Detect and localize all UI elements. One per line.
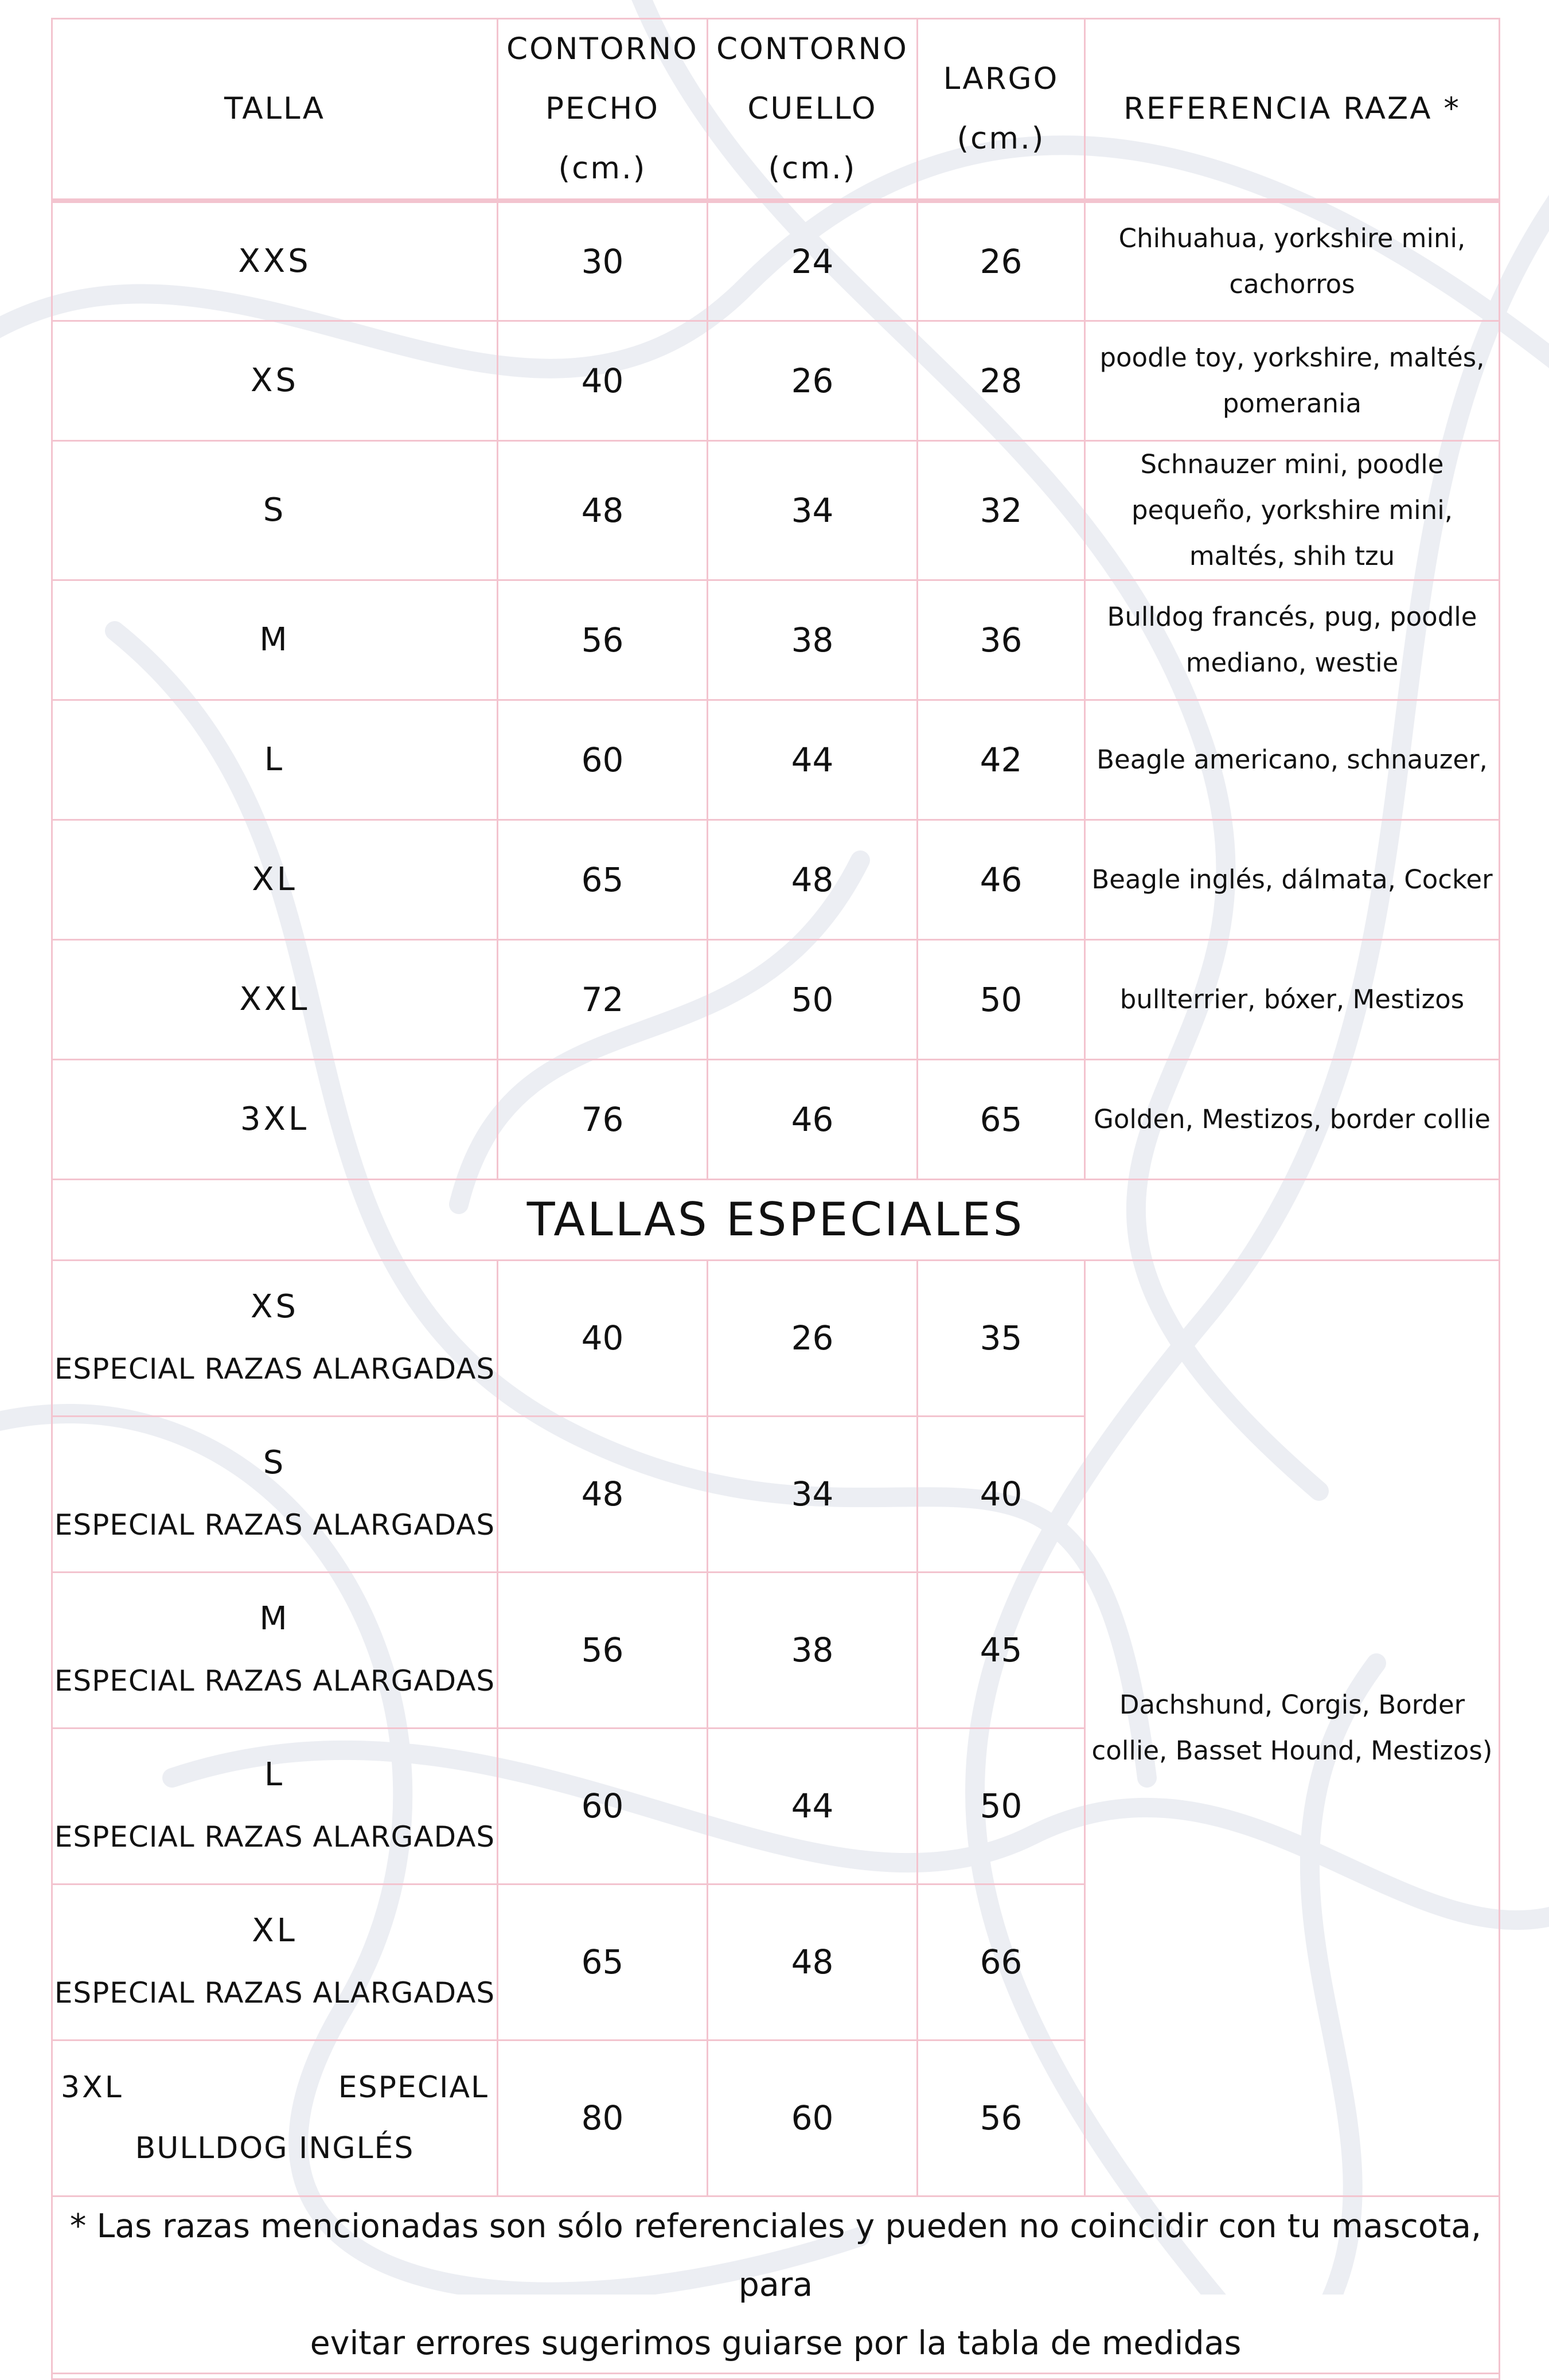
pecho-cell: 72 (498, 939, 708, 1059)
breed-cell (1085, 700, 1500, 820)
special-size-label: ESPECIAL RAZAS ALARGADAS (54, 1352, 495, 1386)
largo-cell: 42 (918, 700, 1085, 820)
special-size-label: ESPECIAL RAZAS ALARGADAS (54, 1508, 495, 1542)
special-size-row (52, 1260, 1500, 1416)
breed-line: cachorros (1229, 268, 1355, 299)
largo-cell: 46 (918, 820, 1085, 939)
breed-line: Chihuahua, yorkshire mini, (1118, 223, 1466, 253)
cuello-cell: 26 (708, 1260, 918, 1416)
pecho-cell: 48 (498, 1416, 708, 1572)
pecho-cell: 80 (498, 2040, 708, 2196)
cuello-cell: 48 (708, 820, 918, 939)
breed-line: Schnauzer mini, poodle (1140, 448, 1444, 479)
breed-line: pequeño, yorkshire mini, (1131, 494, 1453, 525)
pecho-cell: 40 (498, 321, 708, 440)
spacer-row (52, 2373, 1500, 2379)
size-cell: XS (52, 321, 498, 440)
breed-cell (1085, 580, 1500, 700)
breed-line: Beagle americano, schnauzer, (1097, 744, 1488, 775)
breed-cell (1085, 440, 1500, 580)
pecho-cell: 65 (498, 1884, 708, 2040)
size-row (52, 321, 1500, 440)
cuello-cell: 48 (708, 1884, 918, 2040)
pecho-cell: 56 (498, 1572, 708, 1728)
breed-line: Bulldog francés, pug, poodle (1107, 601, 1477, 632)
largo-cell: 56 (918, 2040, 1085, 2196)
size-cell: XXL (52, 939, 498, 1059)
breed-line: maltés, shih tzu (1189, 540, 1395, 571)
largo-cell: 28 (918, 321, 1085, 440)
header-pecho-line: PECHO (545, 91, 660, 126)
breed-line: Golden, Mestizos, border collie (1094, 1103, 1491, 1134)
header-cuello (708, 19, 918, 201)
bulldog-size-cell (52, 2040, 498, 2196)
largo-cell: 50 (918, 1728, 1085, 1884)
cuello-cell: 44 (708, 1728, 918, 1884)
pecho-cell: 65 (498, 820, 708, 939)
bulldog-label-a: ESPECIAL (338, 2070, 489, 2105)
header-raza: REFERENCIA RAZA * (1085, 19, 1500, 201)
footnote-line: * Las razas mencionadas son sólo referenciales y pueden no coincidir con tu mascota, para (69, 2207, 1482, 2304)
size-cell: XXS (52, 201, 498, 321)
header-cuello-line: (cm.) (768, 151, 857, 186)
size-row (52, 939, 1500, 1059)
special-size: XS (251, 1288, 299, 1325)
special-size: S (263, 1444, 287, 1481)
breed-line: poodle toy, yorkshire, maltés, (1099, 342, 1485, 373)
breed-line: collie, Basset Hound, Mestizos) (1091, 1735, 1493, 1766)
cuello-cell: 46 (708, 1059, 918, 1179)
largo-cell: 65 (918, 1059, 1085, 1179)
special-size-cell (52, 1260, 498, 1416)
pecho-cell: 76 (498, 1059, 708, 1179)
pecho-cell: 60 (498, 700, 708, 820)
cuello-cell: 38 (708, 1572, 918, 1728)
special-size-cell (52, 1416, 498, 1572)
special-size-label: ESPECIAL RAZAS ALARGADAS (54, 1820, 495, 1854)
size-row (52, 1059, 1500, 1179)
bulldog-size-line (61, 2057, 489, 2118)
largo-cell: 32 (918, 440, 1085, 580)
header-largo-line: LARGO (943, 61, 1059, 96)
header-pecho-line: CONTORNO (506, 32, 699, 67)
size-row (52, 440, 1500, 580)
special-size: XL (252, 1912, 298, 1949)
breed-line: bullterrier, bóxer, Mestizos (1119, 984, 1465, 1015)
special-size-cell (52, 1572, 498, 1728)
cuello-cell: 38 (708, 580, 918, 700)
breed-cell (1085, 1059, 1500, 1179)
header-pecho-line: (cm.) (558, 151, 647, 186)
largo-cell: 66 (918, 1884, 1085, 2040)
size-row (52, 201, 1500, 321)
size-cell: 3XL (52, 1059, 498, 1179)
breed-line: Dachshund, Corgis, Border (1119, 1690, 1465, 1720)
size-cell: M (52, 580, 498, 700)
header-cuello-line: CONTORNO (716, 32, 908, 67)
special-breed-cell (1085, 1260, 1500, 2196)
cuello-cell: 26 (708, 321, 918, 440)
breed-cell (1085, 939, 1500, 1059)
special-size-cell (52, 1884, 498, 2040)
special-size-label: ESPECIAL RAZAS ALARGADAS (54, 1976, 495, 2010)
header-talla: TALLA (52, 19, 498, 201)
pecho-cell: 48 (498, 440, 708, 580)
size-cell: S (52, 440, 498, 580)
breed-cell (1085, 321, 1500, 440)
largo-cell: 35 (918, 1260, 1085, 1416)
bulldog-size: 3XL (61, 2070, 124, 2105)
largo-cell: 45 (918, 1572, 1085, 1728)
cuello-cell: 50 (708, 939, 918, 1059)
footnote-row (52, 2196, 1500, 2373)
cuello-cell: 44 (708, 700, 918, 820)
special-size-cell (52, 1728, 498, 1884)
footnote-cell (52, 2196, 1500, 2373)
header-row (52, 19, 1500, 201)
cuello-cell: 60 (708, 2040, 918, 2196)
pecho-cell: 56 (498, 580, 708, 700)
largo-cell: 36 (918, 580, 1085, 700)
pecho-cell: 40 (498, 1260, 708, 1416)
special-size: M (259, 1600, 290, 1637)
pecho-cell: 60 (498, 1728, 708, 1884)
size-table (51, 18, 1500, 2380)
size-cell: L (52, 700, 498, 820)
special-size: L (264, 1756, 286, 1793)
size-cell: XL (52, 820, 498, 939)
cuello-cell: 34 (708, 1416, 918, 1572)
breed-line: Beagle inglés, dálmata, Cocker (1091, 864, 1493, 895)
footnote-line: evitar errores sugerimos guiarse por la tabla de medidas (310, 2324, 1242, 2362)
section-title: TALLAS ESPECIALES (52, 1179, 1500, 1260)
largo-cell: 50 (918, 939, 1085, 1059)
header-largo (918, 19, 1085, 201)
size-row (52, 580, 1500, 700)
header-pecho (498, 19, 708, 201)
cuello-cell: 34 (708, 440, 918, 580)
header-largo-line: (cm.) (957, 121, 1045, 156)
breed-cell (1085, 820, 1500, 939)
size-row (52, 700, 1500, 820)
size-row (52, 820, 1500, 939)
section-row (52, 1179, 1500, 1260)
largo-cell: 26 (918, 201, 1085, 321)
special-size-label: ESPECIAL RAZAS ALARGADAS (54, 1664, 495, 1698)
breed-cell (1085, 201, 1500, 321)
largo-cell: 40 (918, 1416, 1085, 1572)
bulldog-label-b: BULLDOG INGLÉS (135, 2131, 415, 2166)
breed-line: mediano, westie (1185, 647, 1399, 678)
cuello-cell: 24 (708, 201, 918, 321)
breed-line: pomerania (1222, 388, 1362, 419)
pecho-cell: 30 (498, 201, 708, 321)
header-cuello-line: CUELLO (747, 91, 877, 126)
spacer-cell (52, 2373, 1500, 2379)
